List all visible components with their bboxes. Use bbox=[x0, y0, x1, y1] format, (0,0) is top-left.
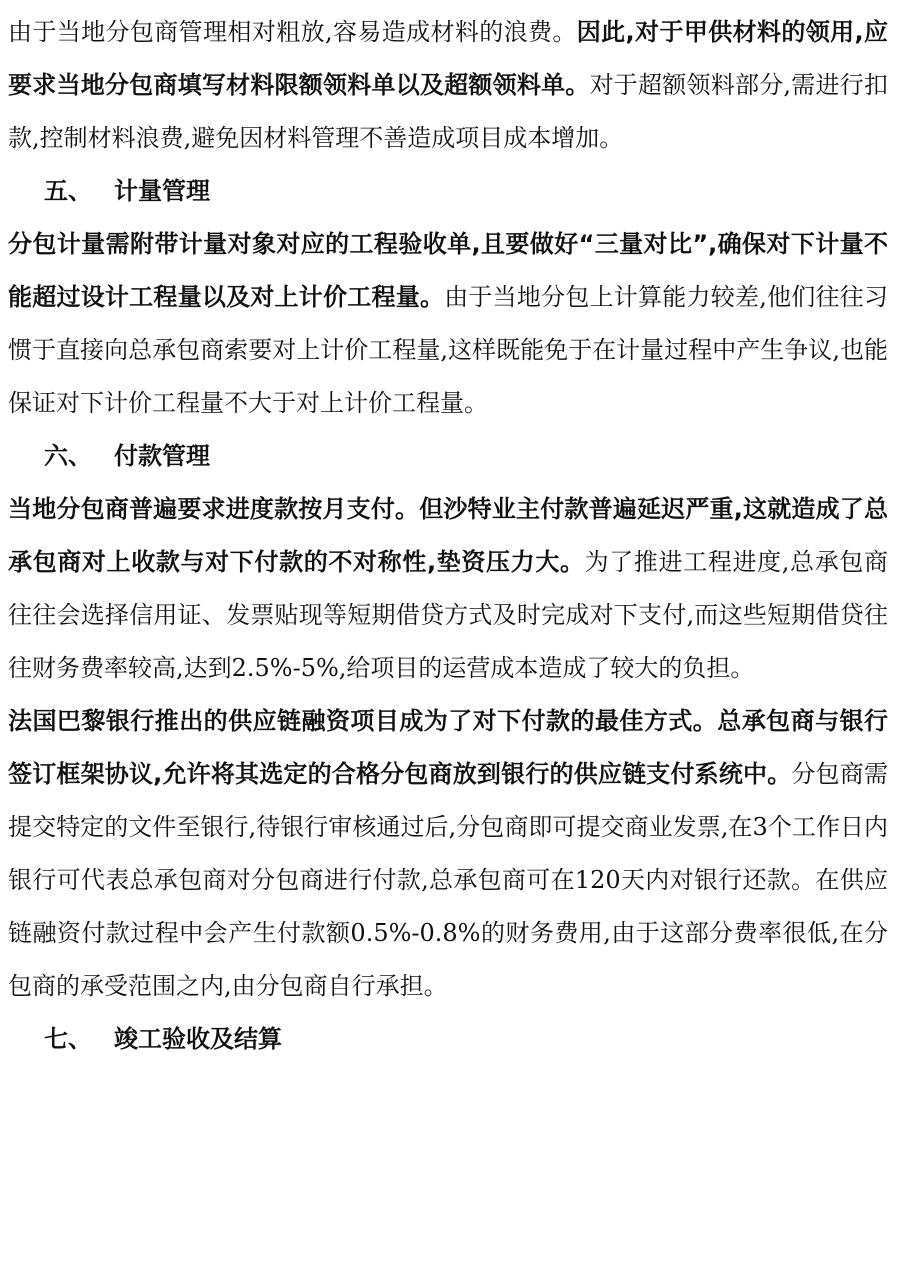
document-page bbox=[8, 6, 888, 1066]
section-heading-completion bbox=[8, 1013, 888, 1066]
section-title: 付款管理 bbox=[114, 442, 210, 470]
text-bold: 分包计量需附带计量对象对应的工程验收单,且要做好“三量对比”,确保对下计量不能超过设计工程量以及对上计价工程量。 bbox=[8, 230, 888, 311]
section-title: 竣工验收及结算 bbox=[114, 1025, 282, 1053]
text-bold: 因此,对于甲供材料的领用,应要求当地分包商填写材料限额领料单以及超额领料单。 bbox=[8, 18, 888, 99]
section-number: 七、 bbox=[44, 1025, 92, 1053]
text-normal: 由于当地分包商管理相对粗放,容易造成材料的浪费。 bbox=[8, 18, 577, 46]
paragraph-measurement bbox=[8, 218, 888, 430]
section-number: 六、 bbox=[44, 442, 92, 470]
section-title: 计量管理 bbox=[114, 177, 210, 205]
paragraph-supply-chain-finance bbox=[8, 695, 888, 1013]
text-normal: 由于当地分包上计算能力较差,他们往往习惯于直接向总承包商索要对上计价工程量,这样既能免于在计量过程中产生争议,也能保证对下计价工程量不大于对上计价工程量。 bbox=[8, 283, 888, 417]
section-number: 五、 bbox=[44, 177, 92, 205]
section-heading-payment bbox=[8, 430, 888, 483]
text-bold: 法国巴黎银行推出的供应链融资项目成为了对下付款的最佳方式。总承包商与银行签订框架协议,允许将其选定的合格分包商放到银行的供应链支付系统中。 bbox=[8, 707, 888, 788]
text-normal: 对于超额领料部分,需进行扣款,控制材料浪费,避免因材料管理不善造成项目成本增加。 bbox=[8, 71, 888, 152]
text-normal: 分包商需提交特定的文件至银行,待银行审核通过后,分包商即可提交商业发票,在3个工作日内银行可代表总承包商对分包商进行付款,总承包商可在120天内对银行还款。在供应链融资付款过程中会产生付款额0.5%-0.8%的财务费用,由于这部分费率很低,在分包商的承受范围之内,由分包商自行承担。 bbox=[8, 760, 888, 1000]
section-heading-measurement bbox=[8, 165, 888, 218]
text-normal: 为了推进工程进度,总承包商往往会选择信用证、发票贴现等短期借贷方式及时完成对下支付,而这些短期借贷往往财务费率较高,达到2.5%-5%,给项目的运营成本造成了较大的负担。 bbox=[8, 548, 888, 682]
paragraph-payment bbox=[8, 483, 888, 695]
paragraph-material-control bbox=[8, 6, 888, 165]
text-bold: 当地分包商普遍要求进度款按月支付。但沙特业主付款普遍延迟严重,这就造成了总承包商对上收款与对下付款的不对称性,垫资压力大。 bbox=[8, 495, 888, 576]
